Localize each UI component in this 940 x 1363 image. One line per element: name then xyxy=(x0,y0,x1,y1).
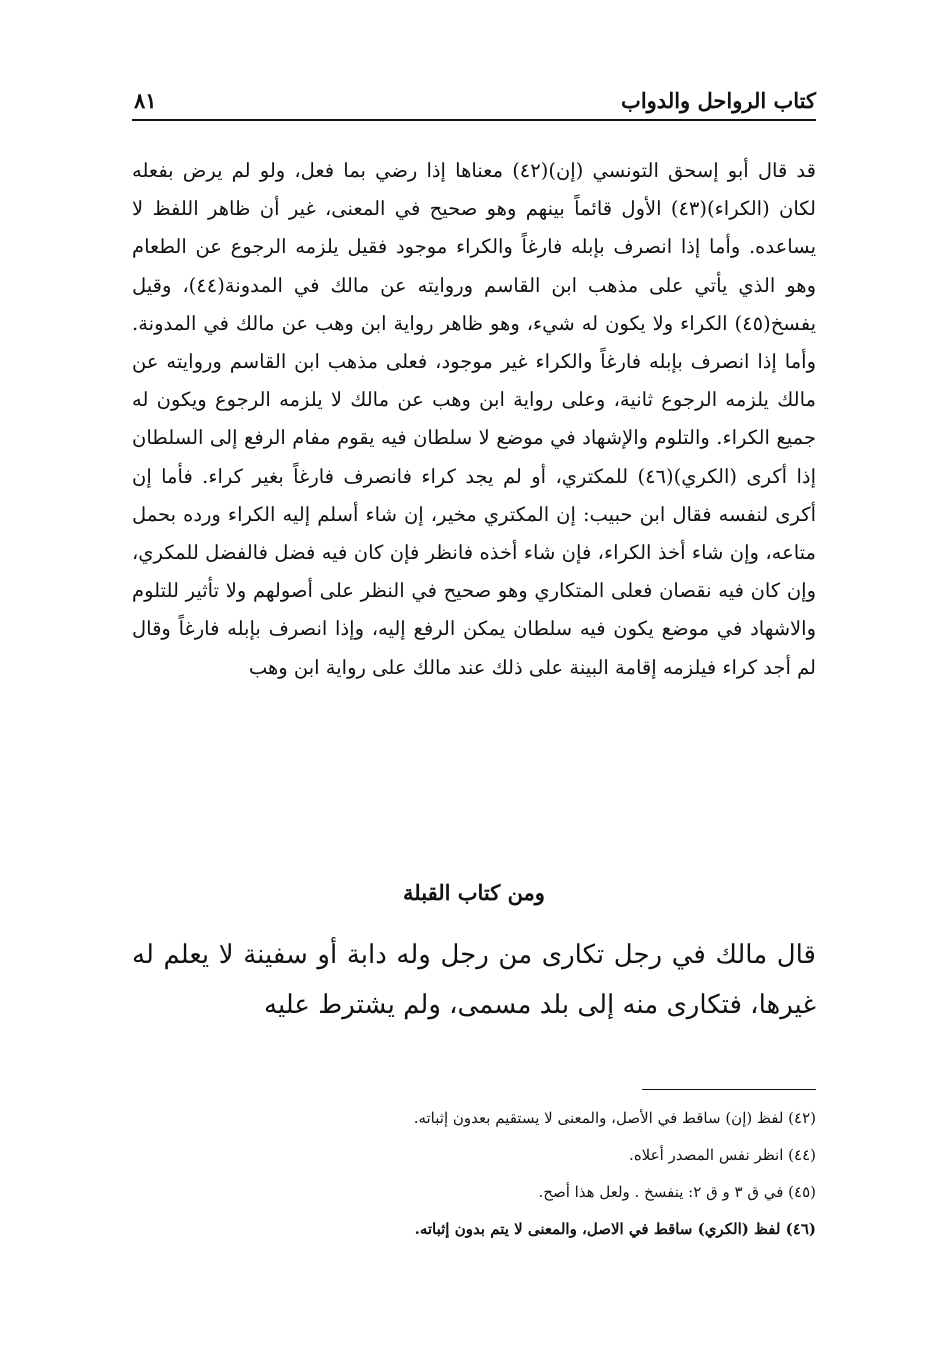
body-paragraph: قد قال أبو إسحق التونسي (إن)(٤٢) معناها إذا رضي بما فعل، ولو لم يرض بفعله لكان (الكراء)(٤٣) الأول قائماً بينهم وهو صحيح في المعنى، غير أن ظاهر اللفظ لا يساعده. وأما إذا انصرف بإبله فارغاً والكراء موجود فقيل يلزمه الرجوع عن الطعام وهو الذي يأتي على مذهب ابن القاسم وروايته عن مالك في المدونة(٤٤)، وقيل يفسخ(٤٥) الكراء ولا يكون له شيء، وهو ظاهر رواية ابن وهب عن مالك في المدونة. وأما إذا انصرف بإبله فارغاً والكراء غير موجود، فعلى مذهب ابن القاسم وروايته عن مالك يلزمه الرجوع ثانية، وعلى رواية ابن وهب عن مالك لا يلزمه الرجوع ويكون له جميع الكراء. والتلوم والإشهاد في موضع لا سلطان فيه يقوم مفام الرفع إلى السلطان إذا أكرى (الكري)(٤٦) للمكتري، أو لم يجد كراء فانصرف فارغاً بغير كراء. فأما إن أكرى لنفسه فقال ابن حبيب: إن المكتري مخير، إن شاء أسلم إليه الكراء ورده بحمل متاعه، وإن شاء أخذ الكراء، فإن شاء أخذه فانظر فإن كان فيه فضل فالفضل للمكري، وإن كان فيه نقصان فعلى المتكاري وهو صحيح في النظر على أصولهم ولا تأثير للتلوم والاشهاد في موضع يكون فيه سلطان يمكن الرفع إليه، وإذا انصرف بإبله فارغاً وقال لم أجد كراء فيلزمه إقامة البينة على ذلك عند مالك على رواية ابن وهب xyxy=(132,159,816,679)
main-text xyxy=(132,152,816,687)
section-paragraph: قال مالك في رجل تكارى من رجل وله دابة أو سفينة لا يعلم له غيرها، فتكارى منه إلى بلد مسمى، ولم يشترط عليه xyxy=(132,940,816,1020)
footnote-45: (٤٥) في ق ٣ و ق ٢: ينفسخ . ولعل هذا أصح. xyxy=(538,1183,816,1201)
footnotes xyxy=(132,1100,816,1248)
footnote-divider xyxy=(642,1089,816,1090)
section-text xyxy=(132,930,816,1030)
footnote-44: (٤٤) انظر نفس المصدر أعلاه. xyxy=(629,1146,816,1164)
footnote-42: (٤٢) لفظ (إن) ساقط في الأصل، والمعنى لا يستقيم بعدون إثباته. xyxy=(413,1109,816,1127)
header-divider xyxy=(132,119,816,121)
footnote-46: (٤٦) لفظ (الكري) ساقط في الاصل، والمعنى لا يتم بدون إثباته. xyxy=(414,1220,816,1238)
page-number: ٨١ xyxy=(134,88,157,113)
running-header xyxy=(132,86,816,120)
chapter-title: كتاب الرواحل والدواب xyxy=(621,88,816,113)
section-heading: ومن كتاب القبلة xyxy=(403,880,545,905)
